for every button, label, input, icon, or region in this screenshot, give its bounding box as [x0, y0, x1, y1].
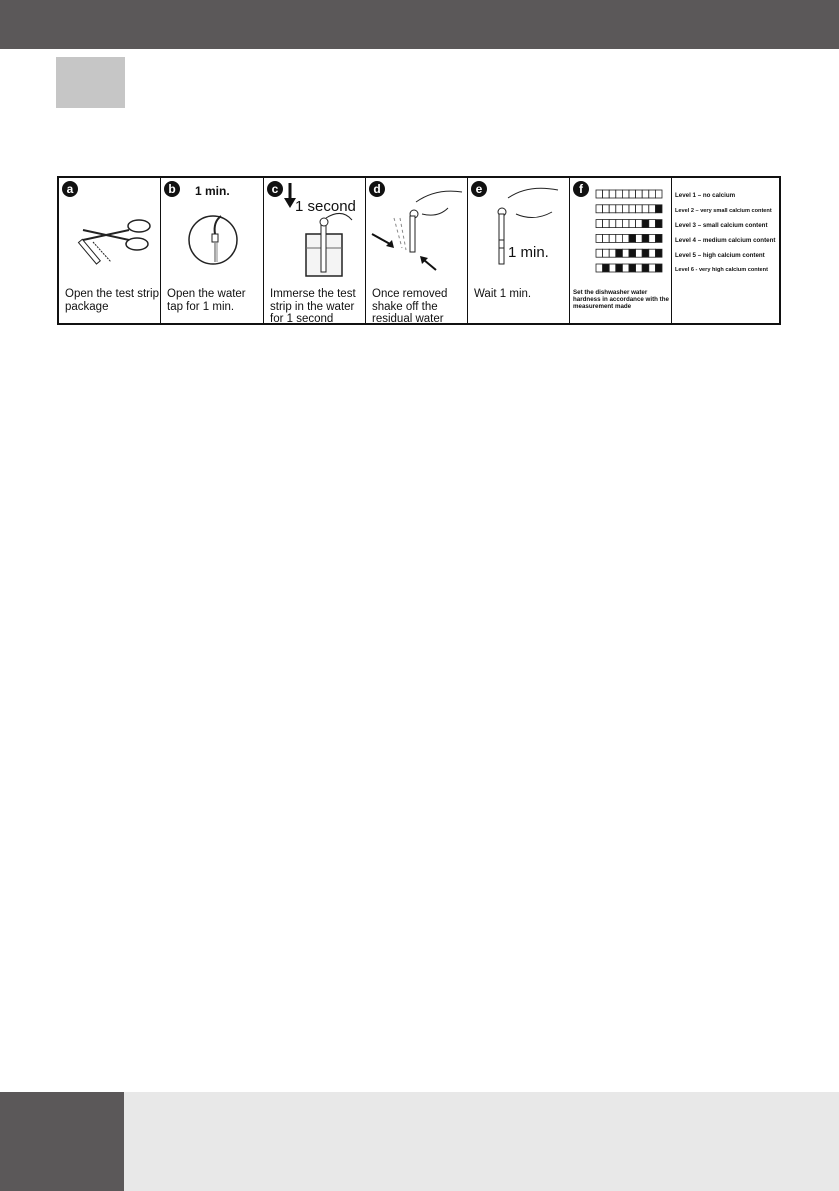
step-e: [468, 178, 570, 323]
level-1-square: [629, 190, 636, 198]
level-3-square: [596, 220, 603, 228]
step-letter: c: [267, 181, 283, 197]
scissors-icon: [59, 178, 159, 286]
level-6-square: [629, 264, 636, 272]
level-1-square: [649, 190, 656, 198]
level-4-square: [642, 234, 649, 242]
step-caption: Once removed shake off the residual water: [372, 288, 448, 325]
step-caption: Open the test strip package: [65, 288, 159, 313]
step-letter: f: [573, 181, 589, 197]
level-5-square: [642, 249, 649, 257]
level-2-square: [636, 205, 643, 213]
level-2-square: [655, 205, 662, 213]
level-1-square: [622, 190, 629, 198]
immerse-strip-icon: [264, 178, 364, 286]
level-6-square: [616, 264, 623, 272]
shake-strip-icon: [366, 178, 466, 286]
level-4-square: [603, 234, 610, 242]
level-5-square: [603, 249, 610, 257]
step-letter: d: [369, 181, 385, 197]
wait-strip-icon: [468, 178, 568, 286]
level-2-square: [603, 205, 610, 213]
level-3-square: [649, 220, 656, 228]
level-4-square: [655, 234, 662, 242]
step-caption: Wait 1 min.: [474, 288, 532, 300]
level-2-square: [642, 205, 649, 213]
water-tap-icon: [161, 178, 261, 286]
level-6-square: [603, 264, 610, 272]
level-5-square: [622, 249, 629, 257]
hardness-legend: [672, 178, 779, 323]
level-5-square: [655, 249, 662, 257]
level-1-square: [616, 190, 623, 198]
level-3-square: [629, 220, 636, 228]
level-2-square: [622, 205, 629, 213]
footer-band: [124, 1092, 839, 1191]
level-1-square: [636, 190, 643, 198]
level-2-square: [649, 205, 656, 213]
step-letter: a: [62, 181, 78, 197]
level-1-square: [609, 190, 616, 198]
step-f: [570, 178, 672, 323]
step-caption: Set the dishwasher water hardness in accordance with the measurement made: [573, 289, 669, 310]
step-b: [161, 178, 264, 323]
legend-level-3: Level 3 – small calcium content: [675, 222, 768, 229]
level-1-square: [642, 190, 649, 198]
step-c: [264, 178, 366, 323]
level-2-square: [616, 205, 623, 213]
level-4-square: [649, 234, 656, 242]
level-2-square: [629, 205, 636, 213]
level-1-square: [596, 190, 603, 198]
water-hardness-test-instructions: [57, 176, 781, 325]
level-3-square: [636, 220, 643, 228]
level-5-square: [616, 249, 623, 257]
footer-tab: [0, 1092, 124, 1191]
level-4-square: [622, 234, 629, 242]
level-6-square: [636, 264, 643, 272]
level-6-square: [649, 264, 656, 272]
section-marker: [56, 57, 125, 108]
level-6-square: [655, 264, 662, 272]
level-3-square: [655, 220, 662, 228]
level-6-square: [596, 264, 603, 272]
legend-level-6: Level 6 - very high calcium content: [675, 267, 768, 273]
level-4-square: [629, 234, 636, 242]
level-3-square: [616, 220, 623, 228]
level-5-square: [609, 249, 616, 257]
level-1-square: [655, 190, 662, 198]
legend-level-4: Level 4 – medium calcium content: [675, 237, 776, 244]
level-5-square: [636, 249, 643, 257]
header-bar: [0, 0, 839, 49]
level-4-square: [609, 234, 616, 242]
hardness-scale: [570, 178, 670, 278]
level-5-square: [649, 249, 656, 257]
step-letter: b: [164, 181, 180, 197]
step-a: [59, 178, 161, 323]
level-6-square: [642, 264, 649, 272]
level-3-square: [642, 220, 649, 228]
level-4-square: [616, 234, 623, 242]
level-3-square: [609, 220, 616, 228]
legend-level-5: Level 5 – high calcium content: [675, 252, 765, 259]
legend-level-1: Level 1 – no calcium: [675, 192, 736, 199]
level-5-square: [596, 249, 603, 257]
step-caption: Immerse the test strip in the water for 1 second: [270, 288, 356, 325]
level-6-square: [622, 264, 629, 272]
step-letter: e: [471, 181, 487, 197]
duration-label: 1 second: [295, 198, 356, 215]
duration-label: 1 min.: [508, 244, 549, 261]
step-caption: Open the water tap for 1 min.: [167, 288, 246, 313]
level-5-square: [629, 249, 636, 257]
level-3-square: [603, 220, 610, 228]
level-2-square: [609, 205, 616, 213]
level-3-square: [622, 220, 629, 228]
level-6-square: [609, 264, 616, 272]
step-d: [366, 178, 468, 323]
level-1-square: [603, 190, 610, 198]
level-4-square: [636, 234, 643, 242]
legend-level-2: Level 2 – very small calcium content: [675, 208, 772, 214]
level-4-square: [596, 234, 603, 242]
level-2-square: [596, 205, 603, 213]
duration-label: 1 min.: [195, 184, 230, 198]
